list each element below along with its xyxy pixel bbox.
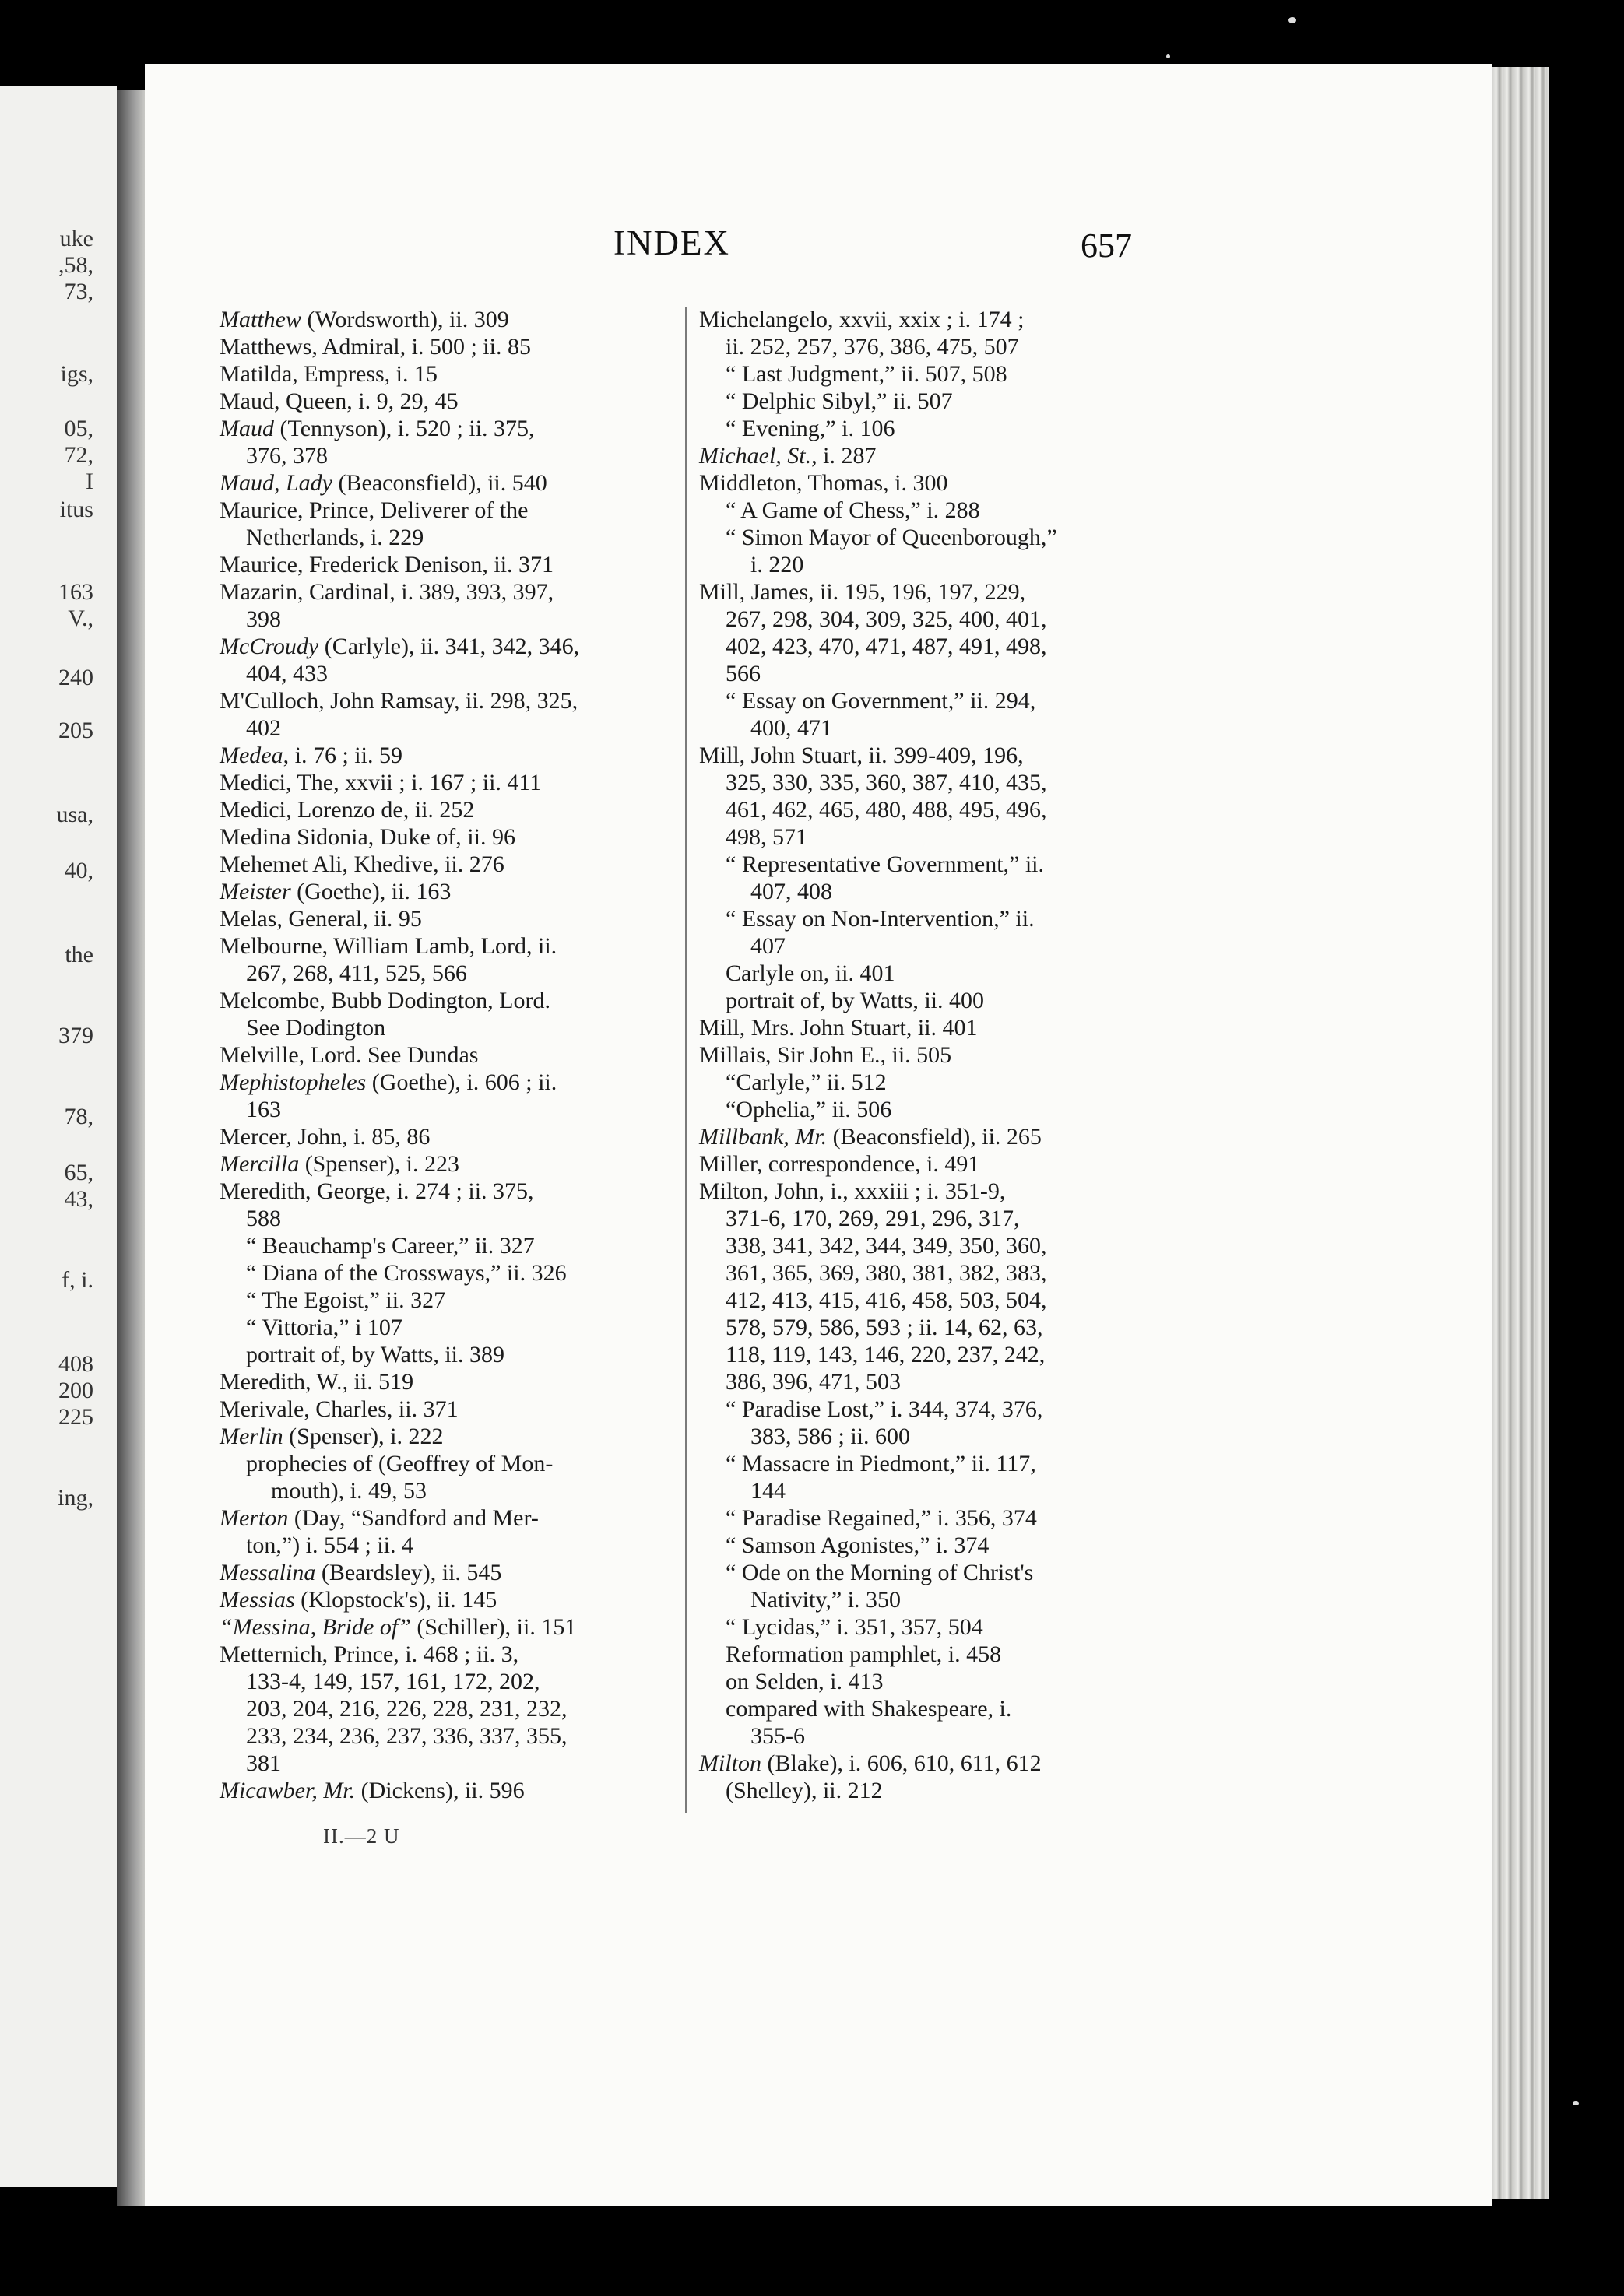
index-entry-continuation: 376, 378 [246, 443, 328, 469]
entry-title: Maud, Lady [220, 470, 332, 496]
facing-page-text: the [65, 942, 93, 967]
entry-title: McCroudy [220, 634, 319, 659]
index-entry-continuation: 267, 298, 304, 309, 325, 400, 401, [726, 606, 1047, 632]
index-entry: Merivale, Charles, ii. 371 [220, 1396, 459, 1422]
index-entry-continuation: Nativity,” i. 350 [750, 1587, 902, 1613]
index-entry-continuation: 412, 413, 415, 416, 458, 503, 504, [726, 1287, 1047, 1313]
index-entry-continuation: ii. 252, 257, 376, 386, 475, 507 [726, 334, 1019, 360]
index-entry: Millbank, Mr. (Beaconsfield), ii. 265 [699, 1124, 1042, 1150]
index-entry-continuation: 398 [246, 606, 281, 632]
index-entry: Messias (Klopstock's), ii. 145 [220, 1587, 497, 1613]
index-entry: Millais, Sir John E., ii. 505 [699, 1042, 952, 1068]
entry-title: Messias [220, 1587, 295, 1613]
index-entry: “Messina, Bride of” (Schiller), ii. 151 [220, 1614, 577, 1640]
column-divider [685, 307, 687, 1813]
index-entry: Merlin (Spenser), i. 222 [220, 1424, 444, 1449]
entry-title: Millbank, Mr. [699, 1124, 828, 1150]
signature-mark: II.—2 U [323, 1824, 400, 1848]
index-entry: Matilda, Empress, i. 15 [220, 361, 438, 387]
facing-page-text: 408 [58, 1351, 93, 1377]
index-entry-continuation: 402 [246, 715, 281, 741]
index-entry-continuation: mouth), i. 49, 53 [271, 1478, 427, 1504]
index-subentry: “ Evening,” i. 106 [726, 416, 895, 441]
index-subentry: “ Last Judgment,” ii. 507, 508 [726, 361, 1007, 387]
index-entry: Michael, St., i. 287 [699, 443, 877, 469]
index-entry-continuation: 578, 579, 586, 593 ; ii. 14, 62, 63, [726, 1315, 1043, 1340]
facing-page-text: 05, [64, 416, 93, 441]
index-entry: Maurice, Frederick Denison, ii. 371 [220, 552, 554, 578]
index-entry-continuation: 203, 204, 216, 226, 228, 231, 232, [246, 1696, 568, 1722]
index-subentry: “ Beauchamp's Career,” ii. 327 [246, 1233, 535, 1259]
index-entry-continuation: 267, 268, 411, 525, 566 [246, 960, 467, 986]
index-subentry: “ Samson Agonistes,” i. 374 [726, 1532, 990, 1558]
index-subentry: “ Essay on Government,” ii. 294, [726, 688, 1036, 714]
index-subentry: portrait of, by Watts, ii. 389 [246, 1342, 504, 1367]
index-entry: Matthew (Wordsworth), ii. 309 [220, 307, 509, 332]
index-entry-continuation: 407 [750, 933, 786, 959]
index-entry-continuation: i. 220 [750, 552, 804, 578]
index-subentry: “Carlyle,” ii. 512 [726, 1069, 887, 1095]
index-subentry: “ Ode on the Morning of Christ's [726, 1560, 1034, 1585]
index-entry-continuation: 133-4, 149, 157, 161, 172, 202, [246, 1669, 540, 1694]
entry-title: Meister [220, 879, 291, 904]
dust-speck [1573, 2101, 1579, 2105]
index-subentry: “ Essay on Non-Intervention,” ii. [726, 906, 1035, 932]
entry-title: Medea [220, 743, 283, 768]
index-entry-continuation: 566 [726, 661, 761, 686]
index-entry-continuation: 402, 423, 470, 471, 487, 491, 498, [726, 634, 1047, 659]
entry-title: Mercilla [220, 1151, 300, 1177]
entry-title: Milton [699, 1750, 761, 1776]
index-entry: Micawber, Mr. (Dickens), ii. 596 [220, 1778, 525, 1803]
index-entry: Mill, James, ii. 195, 196, 197, 229, [699, 579, 1026, 605]
index-entry: Mill, Mrs. John Stuart, ii. 401 [699, 1015, 978, 1041]
facing-page-text: f, i. [62, 1267, 93, 1293]
index-entry: M'Culloch, John Ramsay, ii. 298, 325, [220, 688, 578, 714]
index-entry: Mercilla (Spenser), i. 223 [220, 1151, 459, 1177]
facing-page-text: ing, [58, 1485, 93, 1511]
facing-page-text: 43, [64, 1186, 93, 1212]
index-entry: Merton (Day, “Sandford and Mer- [220, 1505, 539, 1531]
index-entry: Miller, correspondence, i. 491 [699, 1151, 980, 1177]
entry-title: Maud [220, 416, 274, 441]
entry-title: Merlin [220, 1424, 283, 1449]
index-entry: Metternich, Prince, i. 468 ; ii. 3, [220, 1641, 519, 1667]
facing-page-text: 240 [58, 665, 93, 690]
index-entry: Meister (Goethe), ii. 163 [220, 879, 452, 904]
index-subentry: “Ophelia,” ii. 506 [726, 1097, 892, 1122]
index-entry: Middleton, Thomas, i. 300 [699, 470, 948, 496]
index-entry: Milton, John, i., xxxiii ; i. 351-9, [699, 1178, 1006, 1204]
index-subentry: “ Diana of the Crossways,” ii. 326 [246, 1260, 567, 1286]
index-entry: Messalina (Beardsley), ii. 545 [220, 1560, 502, 1585]
facing-page-text: 40, [64, 858, 93, 883]
facing-page-text: itus [59, 497, 93, 522]
index-subentry: “ Simon Mayor of Queenborough,” [726, 525, 1057, 550]
page-title: INDEX [613, 223, 730, 262]
index-subentry: “ A Game of Chess,” i. 288 [726, 497, 980, 523]
entry-title: Michael, St. [699, 443, 812, 469]
index-entry-continuation: 163 [246, 1097, 281, 1122]
index-column-left [220, 306, 663, 1804]
facing-page-text: uke [59, 226, 93, 251]
index-entry: Medici, Lorenzo de, ii. 252 [220, 797, 475, 823]
index-entry: Meredith, George, i. 274 ; ii. 375, [220, 1178, 534, 1204]
entry-title: Micawber, Mr. [220, 1778, 356, 1803]
entry-title: Merton [220, 1505, 289, 1531]
index-entry-continuation: 461, 462, 465, 480, 488, 495, 496, [726, 797, 1047, 823]
index-entry-continuation: 338, 341, 342, 344, 349, 350, 360, [726, 1233, 1047, 1259]
index-subentry: “ Paradise Regained,” i. 356, 374 [726, 1505, 1037, 1531]
index-entry-continuation: 118, 119, 143, 146, 220, 237, 242, [726, 1342, 1046, 1367]
facing-page-text: 205 [58, 718, 93, 743]
index-subentry: “ Representative Government,” ii. [726, 851, 1045, 877]
index-entry-continuation: 144 [750, 1478, 786, 1504]
index-subentry: Carlyle on, ii. 401 [726, 960, 895, 986]
index-subentry: prophecies of (Geoffrey of Mon- [246, 1451, 554, 1476]
dust-speck [1288, 17, 1296, 23]
facing-page-text: 72, [64, 442, 93, 468]
facing-page-text: V., [68, 606, 93, 631]
index-entry-continuation: 383, 586 ; ii. 600 [750, 1424, 911, 1449]
facing-page-text: ,58, [58, 252, 93, 278]
entry-title: “Messina, Bride of” [220, 1614, 411, 1640]
index-entry: Matthews, Admiral, i. 500 ; ii. 85 [220, 334, 531, 360]
index-entry: Maurice, Prince, Deliverer of the [220, 497, 529, 523]
index-entry-continuation: 407, 408 [750, 879, 832, 904]
index-entry: Melbourne, William Lamb, Lord, ii. [220, 933, 557, 959]
index-subentry: compared with Shakespeare, i. [726, 1696, 1012, 1722]
index-entry-continuation: 588 [246, 1206, 281, 1231]
index-subentry: on Selden, i. 413 [726, 1669, 884, 1694]
dust-speck [1166, 54, 1170, 58]
entry-title: Mephistopheles [220, 1069, 367, 1095]
facing-page-text: 200 [58, 1378, 93, 1403]
index-entry-continuation: 386, 396, 471, 503 [726, 1369, 901, 1395]
index-entry-continuation: 361, 365, 369, 380, 381, 382, 383, [726, 1260, 1047, 1286]
index-entry-continuation: 233, 234, 236, 237, 336, 337, 355, [246, 1723, 568, 1749]
entry-title: Messalina [220, 1560, 316, 1585]
facing-page-text: 73, [64, 279, 93, 304]
facing-page-text: usa, [56, 802, 93, 827]
index-entry: Mill, John Stuart, ii. 399-409, 196, [699, 743, 1024, 768]
entry-title: Matthew [220, 307, 301, 332]
index-entry: Medici, The, xxvii ; i. 167 ; ii. 411 [220, 770, 542, 795]
index-entry: Maud, Queen, i. 9, 29, 45 [220, 388, 459, 414]
facing-page-text: 78, [64, 1104, 93, 1129]
facing-page-text: igs, [60, 361, 93, 387]
facing-page-text: 65, [64, 1160, 93, 1185]
index-entry: McCroudy (Carlyle), ii. 341, 342, 346, [220, 634, 580, 659]
index-subentry: “ Delphic Sibyl,” ii. 507 [726, 388, 953, 414]
index-entry-continuation: See Dodington [246, 1015, 386, 1041]
page-number: 657 [1081, 226, 1132, 265]
index-entry: Mercer, John, i. 85, 86 [220, 1124, 431, 1150]
index-subentry: “ Massacre in Piedmont,” ii. 117, [726, 1451, 1036, 1476]
index-entry: Maud, Lady (Beaconsfield), ii. 540 [220, 470, 547, 496]
index-entry: Medina Sidonia, Duke of, ii. 96 [220, 824, 515, 850]
index-entry-continuation: 498, 571 [726, 824, 807, 850]
index-subentry: “ The Egoist,” ii. 327 [246, 1287, 446, 1313]
index-entry: Melville, Lord. See Dundas [220, 1042, 479, 1068]
index-entry: Melcombe, Bubb Dodington, Lord. [220, 988, 550, 1013]
index-entry: Mazarin, Cardinal, i. 389, 393, 397, [220, 579, 554, 605]
index-entry: Michelangelo, xxvii, xxix ; i. 174 ; [699, 307, 1025, 332]
index-entry-continuation: 381 [246, 1750, 281, 1776]
index-column-right [699, 306, 1143, 1804]
index-entry: Mephistopheles (Goethe), i. 606 ; ii. [220, 1069, 557, 1095]
index-subentry: Reformation pamphlet, i. 458 [726, 1641, 1002, 1667]
index-entry-continuation: 400, 471 [750, 715, 832, 741]
page-edges [1492, 67, 1549, 2199]
index-entry: Melas, General, ii. 95 [220, 906, 422, 932]
index-entry: Maud (Tennyson), i. 520 ; ii. 375, [220, 416, 535, 441]
facing-page-fragment [0, 86, 117, 2187]
facing-page-text: 379 [58, 1023, 93, 1048]
index-entry: Medea, i. 76 ; ii. 59 [220, 743, 402, 768]
index-subentry: “ Paradise Lost,” i. 344, 374, 376, [726, 1396, 1043, 1422]
index-entry: Mehemet Ali, Khedive, ii. 276 [220, 851, 504, 877]
index-subentry: (Shelley), ii. 212 [726, 1778, 883, 1803]
index-entry-continuation: 404, 433 [246, 661, 328, 686]
index-entry-continuation: Netherlands, i. 229 [246, 525, 424, 550]
index-entry-continuation: ton,”) i. 554 ; ii. 4 [246, 1532, 413, 1558]
index-entry: Meredith, W., ii. 519 [220, 1369, 414, 1395]
book-gutter [117, 90, 145, 2206]
facing-page-text: I [86, 469, 93, 494]
index-entry-continuation: 371-6, 170, 269, 291, 296, 317, [726, 1206, 1020, 1231]
index-entry-continuation: 355-6 [750, 1723, 805, 1749]
index-subentry: “ Lycidas,” i. 351, 357, 504 [726, 1614, 983, 1640]
index-subentry: portrait of, by Watts, ii. 400 [726, 988, 984, 1013]
index-subentry: “ Vittoria,” i 107 [246, 1315, 402, 1340]
facing-page-text: 225 [58, 1404, 93, 1430]
facing-page-text: 163 [58, 579, 93, 605]
index-entry: Milton (Blake), i. 606, 610, 611, 612 [699, 1750, 1042, 1776]
index-entry-continuation: 325, 330, 335, 360, 387, 410, 435, [726, 770, 1047, 795]
